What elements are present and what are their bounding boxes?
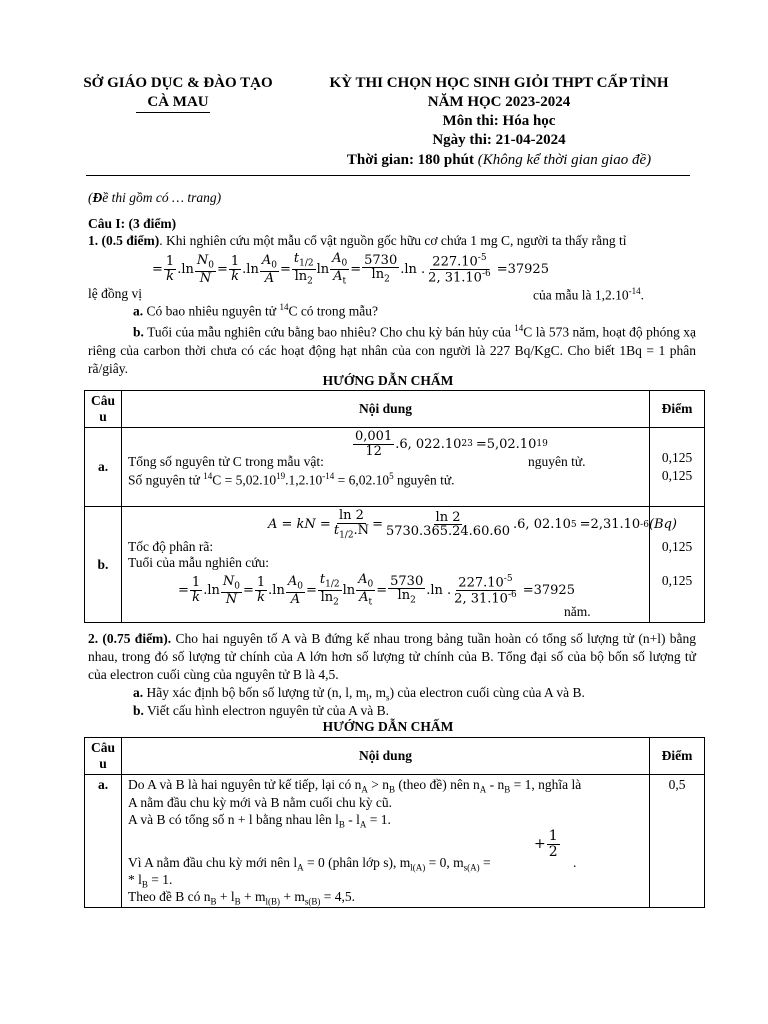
grading-table-1 [84,390,705,623]
num-227: 227.10 [432,254,478,270]
school-year: NĂM HỌC 2023-2024 [427,94,571,110]
note-open: ( [88,190,93,205]
table-row [85,507,705,623]
header-rule [86,175,690,176]
row-label-b: b. [85,507,122,623]
frac-den: k [231,269,239,285]
ln2-sub: 2 [307,276,313,287]
q1b-text-end: C là 573 năm, hoạt độ phóng xạ riêng của carbon thời chưa có các hoạt động hạt nhân của con người là 227 Bq/KgC. Cho biết 1Bq = 1 phân rã/giây. [88,324,696,376]
atoms-total: =5,02.10 [475,436,537,452]
a: A [264,270,275,286]
score: 0,125 [661,539,693,554]
duration-value: Thời gian: 180 phút [346,152,474,168]
note-rest: ề thi gồm có … trang) [102,190,222,205]
col-noi-dung: Nội dung [122,391,650,428]
frac-t-ln2 [292,252,316,287]
question-2a: a. Hãy xác định bộ bốn số lượng tử (n, l, $m_l$, $m_s$) của electron cuối cùng của A và B. [133,685,585,703]
frac-n0-n [195,254,216,286]
exam-subject: Môn thi: Hóa học [442,113,556,129]
t2-line6: Theo đề B có $n_B + l_B + m_{l(B)} + m_{s(B)} = 4,5$. [128,889,356,907]
ln-op: .ln . [400,262,426,278]
q1b-text: Tuổi của mẫu nghiên cứu bằng bao nhiêu? Cho chu kỳ bán hủy của [147,324,515,340]
n: N [199,270,212,286]
t2-line2: A nằm đầu chu kỳ mới và B nằm cuối chu kỳ cũ. [128,795,392,810]
at: A [333,269,343,285]
q1a-text-end: C có trong mẫu? [288,303,379,319]
activity-formula: A = kN = $\frac{\ln 2}{t_{1/2}.N}$ = $\frac{\ln 2}{5730.365.24.60.60}$ .6, 02.10 5 =2,31.10 -6 (Bq) [268,508,677,541]
t-sub: 1/2 [299,258,314,269]
table-header-row [85,391,705,428]
ln2: ln [294,269,308,285]
eq-sign: = [216,262,228,278]
t2-line4: Vì A nằm đầu chu kỳ mới nên $l_A = 0$ (phân lớp s), $m_{l(A)} = 0$, $m_{s(A)}$ = [128,855,491,873]
frac-a0-a [260,254,279,286]
den-231-sup: -6 [481,269,491,280]
half-fraction: + $\frac{1}{2}$ [534,828,558,860]
ratio-exp: -14 [628,286,641,296]
q2-label: 2. (0.75 điểm). [88,631,172,646]
exam-date: Ngày thi: 21-04-2024 [432,132,566,148]
row-a-content [122,775,650,908]
t2-line3: A và B có tổng số n + l bằng nhau lên $l_B - l_A = 1$. [128,812,391,830]
score: 0,125 [661,468,693,483]
at-sub: t [342,276,347,287]
question-2b: b. Viết cấu hình electron nguyên tử của A và B. [133,703,389,718]
row-a-scores [650,428,705,507]
q2-text: Cho hai nguyên tố A và B đứng kế nhau trong bảng tuần hoàn có tổng số lượng tử (n+l) bằng nhau, trong đó số lượng tử chính của A lớn hơn số lượng tử chính của B. Tổng đại số của bộ bốn số lượng tử của electron cuối cùng của nguyên tử B là 4,5. [88,631,696,682]
part1-line2-left: lệ đồng vị [88,286,142,301]
avogadro: .6, 022.10 [395,436,462,452]
part1-text: . Khi nghiên cứu một mẫu cổ vật nguồn gốc hữu cơ chứa 1 mg C, người ta thấy rằng tỉ [159,233,627,248]
frac-1-k [229,255,241,283]
score: 0,125 [661,573,693,588]
result-value: =37925 [496,262,549,278]
den-231: 2, 31.10 [428,270,482,286]
ln-op: ln [316,262,330,278]
ln-op: .ln [242,262,259,278]
part1-label: 1. (0.5 điểm) [88,233,160,248]
row-a-content [122,428,650,507]
frac-num: 1 [230,254,240,270]
score: 0,125 [661,450,693,465]
grading-table-2 [84,737,705,908]
t: t [293,251,300,266]
row-a-line2: Số nguyên tử $^{14}C = 5,02.10^{19}.1,2.10^{-14} = 6,02.10^5$ nguyên tử. [128,471,455,488]
eq-sign: = [350,262,362,278]
a0: A [261,252,272,268]
question-1b [88,319,696,378]
frac-den: k [166,269,174,285]
unit-years: năm. [564,604,591,619]
a0-sub: 0 [341,258,348,269]
frac-num: 0,001 [355,429,393,444]
q1a-text: Có bao nhiêu nguyên tử [146,303,280,319]
page-count-note [88,190,221,206]
row-b-scores [650,507,705,623]
frac-a0-at [330,252,349,287]
table-row [85,775,705,908]
question-1a [133,302,378,320]
question-1-part1-line1 [88,233,696,249]
frac-1-k [164,255,176,283]
ln2-sub: 2 [384,274,390,285]
col-cau: Câu u [85,738,122,775]
col-diem: Điểm [650,738,705,775]
row-label-a: a. [85,428,122,507]
frac-num: 1 [165,254,175,270]
duration-note: (Không kể thời gian giao đề) [477,152,652,168]
ln-op: .ln [177,262,194,278]
department-name: SỞ GIÁO DỤC & ĐÀO TẠO [83,75,273,91]
table-row [85,428,705,507]
frac-227-231 [426,254,493,285]
row-a-score: 0,5 [650,775,705,908]
question-2 [88,630,696,684]
q1a-label: a. [133,303,144,319]
ratio-value: của mẫu là 1,2.10 [533,287,629,303]
period: . [640,287,644,303]
t2-line1: Do A và B là hai nguyên tử kế tiếp, lại có $n_A > n_B$ (theo đề) nên $n_A - n_B = 1$, nghĩa là [128,777,582,795]
ln2: ln [371,267,385,283]
row-a-line1: Tổng số nguyên tử C trong mẫu vật: [128,454,324,469]
atoms-total-exp: 19 [536,439,548,450]
avogadro-exp: 23 [461,439,473,450]
row-b-line2: Tuổi của mẫu nghiên cứu: [128,555,270,570]
num-5730: 5730 [364,252,398,268]
eq-sign: = [152,262,163,278]
eq-sign: = [279,262,291,278]
part1-line2-right [533,286,644,304]
province-underline [136,112,210,113]
note-bold: Đ [92,190,103,205]
frac-5730-ln2 [362,254,399,286]
q1a-sup: 14 [279,302,289,312]
row-a-line1-unit: nguyên tử. [528,454,586,469]
col-cau: Câu u [85,391,122,428]
col-noi-dung: Nội dung [122,738,650,775]
exam-title: KỲ THI CHỌN HỌC SINH GIỎI THPT CẤP TỈNH [329,75,669,91]
frac-den: 12 [365,443,382,459]
row-a-formula [352,430,548,458]
grading-guide-title-2: HƯỚNG DẪN CHẤM [322,719,454,734]
a0-sub: 0 [271,260,277,271]
q1b-label: b. [133,324,144,340]
grading-guide-title-1: HƯỚNG DẪN CHẤM [322,373,454,388]
n0-sub: 0 [208,260,214,271]
q1b-sup: 14 [514,323,524,333]
row-b-line1: Tốc độ phân rã: [128,539,214,554]
exam-duration [300,152,698,169]
question-1-heading: Câu I: (3 điểm) [88,216,177,231]
t2-line4-end: . [573,855,577,870]
activity-lhs: A = kN = [268,517,331,533]
t2-line5: * $l_B = 1$. [128,872,173,890]
col-diem: Điểm [650,391,705,428]
n0: N [196,252,209,268]
num-227-sup: -5 [477,253,487,264]
row-label-a: a. [85,775,122,908]
table-header-row [85,738,705,775]
department-province: CÀ MAU [147,94,209,110]
decay-formula [152,252,549,287]
age-formula: = $\frac{1}{k}$ .ln $\frac{N_0}{N}$ = $\frac{1}{k}$ .ln $\frac{A_0}{A}$ = $\frac{t_{1/2}}{\ln_2}$ ln $\frac{A_0}{A_t}$ = $\frac{5730}{\ln_2}$ .ln . $\frac{227.10^{-5}}{2, 31.10^{-6}}$ =37925 [178,572,575,608]
a0: A [332,251,342,266]
